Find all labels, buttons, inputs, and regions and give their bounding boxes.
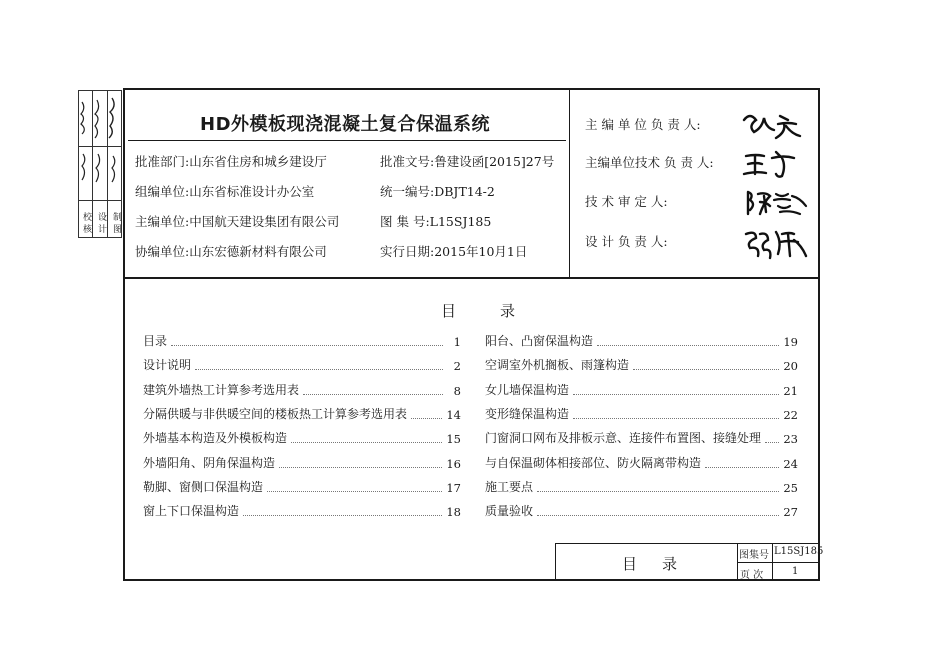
toc-leader-dots [195,369,443,370]
footer-page-label: 页 次 [740,570,764,581]
toc-entry-page: 22 [783,407,798,422]
stamp-role-design: 设 [96,212,106,221]
info-org-unit: 组编单位:山东省标准设计办公室 [135,184,315,199]
toc-entry-page: 27 [783,505,798,520]
toc-entry-label: 质量验收 [485,504,534,519]
stamp-role-draw2: 图 [111,224,121,233]
toc-leader-dots [705,467,779,468]
toc-entry-label: 分隔供暖与非供暖空间的楼板热工计算参考选用表 [143,406,408,421]
toc-leader-dots [267,491,442,492]
toc-entry-label: 与自保温砌体相接部位、防火隔离带构造 [485,455,702,470]
toc-entry[interactable] [143,455,461,471]
toc-entry-label: 勒脚、窗侧口保温构造 [143,479,264,494]
toc-entry[interactable] [485,357,798,373]
footer-atlas-value: L15SJ185 [774,546,824,557]
toc-leader-dots [537,491,779,492]
side-stamp [78,90,122,238]
toc-entry-label: 设计说明 [143,358,192,373]
footer-title-right: 录 [662,555,678,573]
signature-chen-xuehui-icon [744,186,816,218]
toc-entry-page: 20 [783,359,798,374]
toc-leader-dots [633,369,779,370]
signature-zhang-wei-icon [742,226,814,260]
toc-entry-label: 外墙阳角、阴角保温构造 [143,455,276,470]
signature-zhang-wen-icon [740,106,810,140]
info-co-editor-unit: 协编单位:山东宏德新材料有限公司 [135,244,327,259]
toc-leader-dots [171,345,443,346]
info-chief-editor-unit: 主编单位:中国航天建设集团有限公司 [135,214,340,229]
toc-entry[interactable] [143,406,461,422]
toc-entry-page: 25 [783,480,798,495]
stamp-role-draw: 制 [111,212,121,221]
toc-leader-dots [303,394,443,395]
toc-heading-left: 目 [441,302,457,320]
toc-entry[interactable] [485,503,798,519]
stamp-role-design2: 计 [96,224,106,233]
footer-page-value: 1 [792,566,799,577]
info-unified-number: 统一编号:DBJT14-2 [380,184,495,199]
toc-entry-page: 16 [446,456,461,471]
toc-entry-page: 14 [446,407,461,422]
sign-label-chief-unit: 主 编 单 位 负 责 人: [585,117,701,132]
title-underline [128,140,566,141]
toc-entry-label: 门窗洞口网布及排板示意、连接件布置图、接缝处理 [485,431,762,446]
toc-entry-label: 建筑外墙热工计算参考选用表 [143,382,300,397]
toc-entry[interactable] [485,406,798,422]
header-bottom-line [123,277,820,279]
footer-left-line [555,543,556,581]
toc-entry-page: 21 [783,383,798,398]
toc-entry[interactable] [143,382,461,398]
toc-leader-dots [279,467,442,468]
toc-entry[interactable] [485,479,798,495]
header-divider [569,88,570,278]
toc-entry[interactable] [143,357,461,373]
toc-entry[interactable] [485,382,798,398]
toc-entry-label: 目录 [143,334,168,348]
toc-entry-page: 15 [446,432,461,447]
toc-entry-page: 23 [783,432,798,447]
info-approval-doc: 批准文号:鲁建设函[2015]27号 [380,154,555,169]
stamp-role-check: 校 [81,212,91,221]
stamp-signatures-icon [78,92,122,200]
stamp-role-check2: 核 [81,224,91,233]
toc-leader-dots [537,515,779,516]
toc-entry-page: 2 [453,359,461,374]
toc-entry-page: 18 [446,505,461,520]
toc-entry-label: 变形缝保温构造 [485,406,570,421]
toc-entry-page: 19 [783,335,798,349]
toc-leader-dots [597,345,779,346]
footer-top-line [555,543,820,544]
toc-leader-dots [411,418,442,419]
toc-entry-page: 8 [453,383,461,398]
sign-label-design-chief: 设 计 负 责 人: [585,234,668,249]
toc-entry-page: 24 [783,456,798,471]
toc-entry[interactable] [485,333,798,349]
sign-label-tech-review: 技 术 审 定 人: [585,194,668,209]
toc-entry-label: 阳台、凸窗保温构造 [485,334,594,348]
toc-entry[interactable] [143,479,461,495]
toc-leader-dots [765,442,779,443]
toc-entry-label: 外墙基本构造及外模板构造 [143,431,288,446]
toc-entry-page: 1 [453,335,461,349]
toc-entry-label: 空调室外机搁板、雨篷构造 [485,358,630,373]
toc-entry[interactable] [143,333,461,349]
signature-wang-ning-icon [742,146,802,180]
toc-heading-right: 录 [500,302,516,320]
toc-entry-label: 女儿墙保温构造 [485,382,570,397]
info-approval-dept: 批准部门:山东省住房和城乡建设厅 [135,154,327,169]
toc-leader-dots [573,394,779,395]
footer-atlas-label: 图集号 [739,550,769,561]
footer-row-line [737,562,820,563]
toc-entry[interactable] [485,455,798,471]
toc-leader-dots [243,515,442,516]
toc-leader-dots [291,442,442,443]
toc-entry[interactable] [485,430,798,446]
info-effective-date: 实行日期:2015年10月1日 [380,244,528,259]
footer-title-left: 目 [622,555,638,573]
toc-entry-label: 窗上下口保温构造 [143,504,240,519]
toc-entry-label: 施工要点 [485,479,534,494]
toc-entry-page: 17 [446,480,461,495]
document-title: HD外模板现浇混凝土复合保温系统 [200,114,491,135]
toc-entry[interactable] [143,430,461,446]
sign-label-tech-chief: 主编单位技术 负 责 人: [585,155,714,170]
info-atlas-number: 图 集 号:L15SJ185 [380,214,492,229]
toc-entry[interactable] [143,503,461,519]
toc-leader-dots [573,418,779,419]
